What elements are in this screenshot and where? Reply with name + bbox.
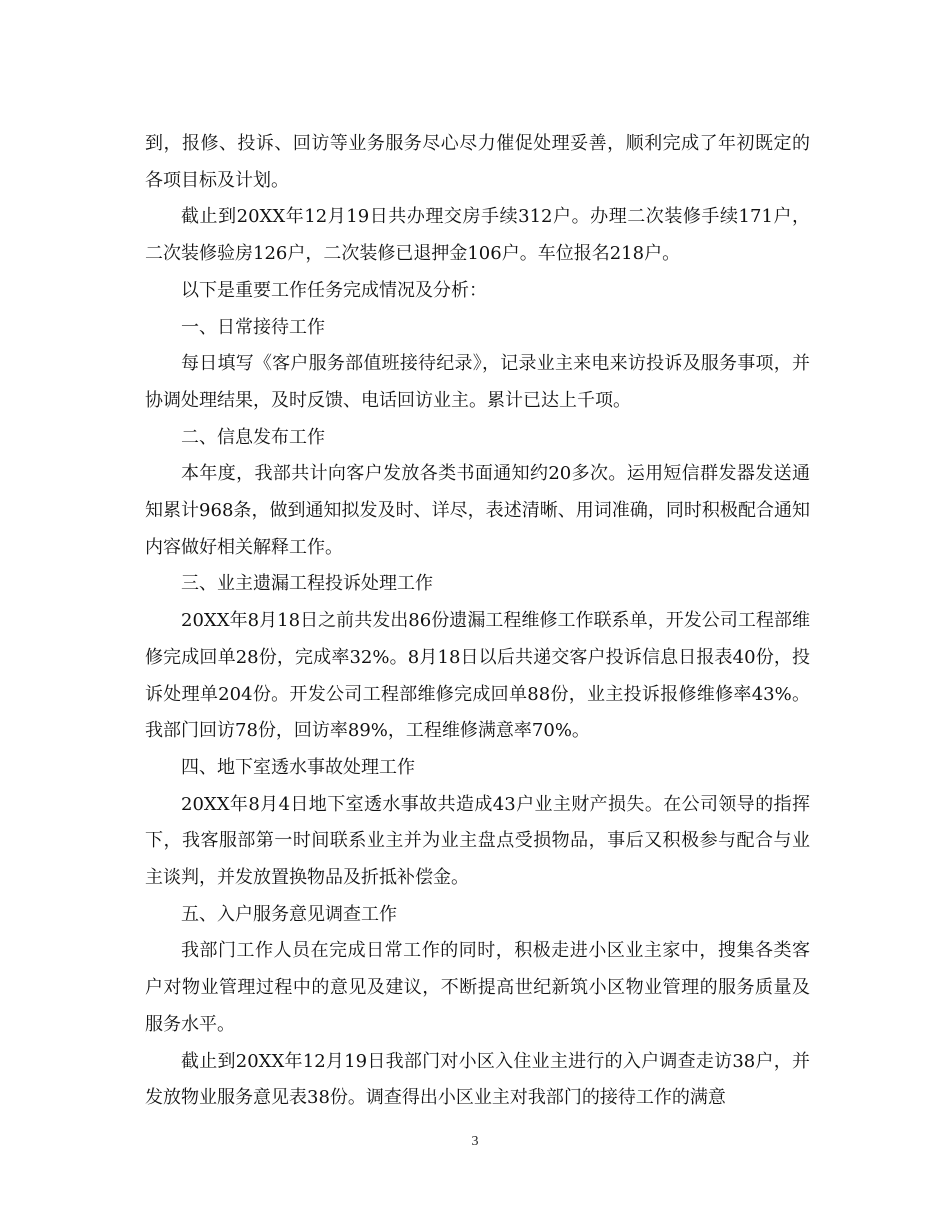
paragraph: 我部门工作人员在完成日常工作的同时，积极走进小区业主家中，搜集各类客户对物业管理过程中的意见及建议，不断提高世纪新筑小区物业管理的服务质量及服务水平。	[145, 940, 810, 1035]
paragraph: 截止到20XX年12月19日我部门对小区入住业主进行的入户调查走访38户，并发放物业服务意见表38份。调查得出小区业主对我部门的接待工作的满意	[145, 1050, 810, 1109]
paragraph: 本年度，我部共计向客户发放各类书面通知约20多次。运用短信群发器发送通知累计968条，做到通知拟发及时、详尽，表述清晰、用词准确，同时积极配合通知内容做好相关解释工作。	[145, 463, 810, 558]
paragraph: 20XX年8月18日之前共发出86份遗漏工程维修工作联系单，开发公司工程部维修完成回单28份，完成率32%。8月18日以后共递交客户投诉信息日报表40份，投诉处理单204份。开发公司工程部维修完成回单88份，业主投诉报修维修率43%。我部门回访78份，回访率89%，工程维修满意率70%。	[145, 610, 810, 742]
document-body	[145, 126, 810, 1117]
paragraph: 截止到20XX年12月19日共办理交房手续312户。办理二次装修手续171户，二次装修验房126户，二次装修已退押金106户。车位报名218户。	[145, 206, 810, 265]
page-number: 3	[471, 1134, 479, 1149]
section-heading: 五、入户服务意见调查工作	[181, 903, 397, 925]
paragraph: 20XX年8月4日地下室透水事故共造成43户业主财产损失。在公司领导的指挥下，我客服部第一时间联系业主并为业主盘点受损物品，事后又积极参与配合与业主谈判，并发放置换物品及折抵补偿金。	[145, 793, 810, 889]
section-heading: 三、业主遗漏工程投诉处理工作	[181, 573, 433, 595]
paragraph: 以下是重要工作任务完成情况及分析：	[181, 279, 487, 301]
paragraph: 每日填写《客户服务部值班接待纪录》，记录业主来电来访投诉及服务事项，并协调处理结果，及时反馈、电话回访业主。累计已达上千项。	[145, 353, 810, 411]
section-heading: 二、信息发布工作	[181, 426, 325, 448]
section-heading: 一、日常接待工作	[181, 316, 325, 338]
section-heading: 四、地下室透水事故处理工作	[181, 756, 415, 778]
paragraph: 到，报修、投诉、回访等业务服务尽心尽力催促处理妥善，顺利完成了年初既定的各项目标及计划。	[145, 133, 810, 191]
